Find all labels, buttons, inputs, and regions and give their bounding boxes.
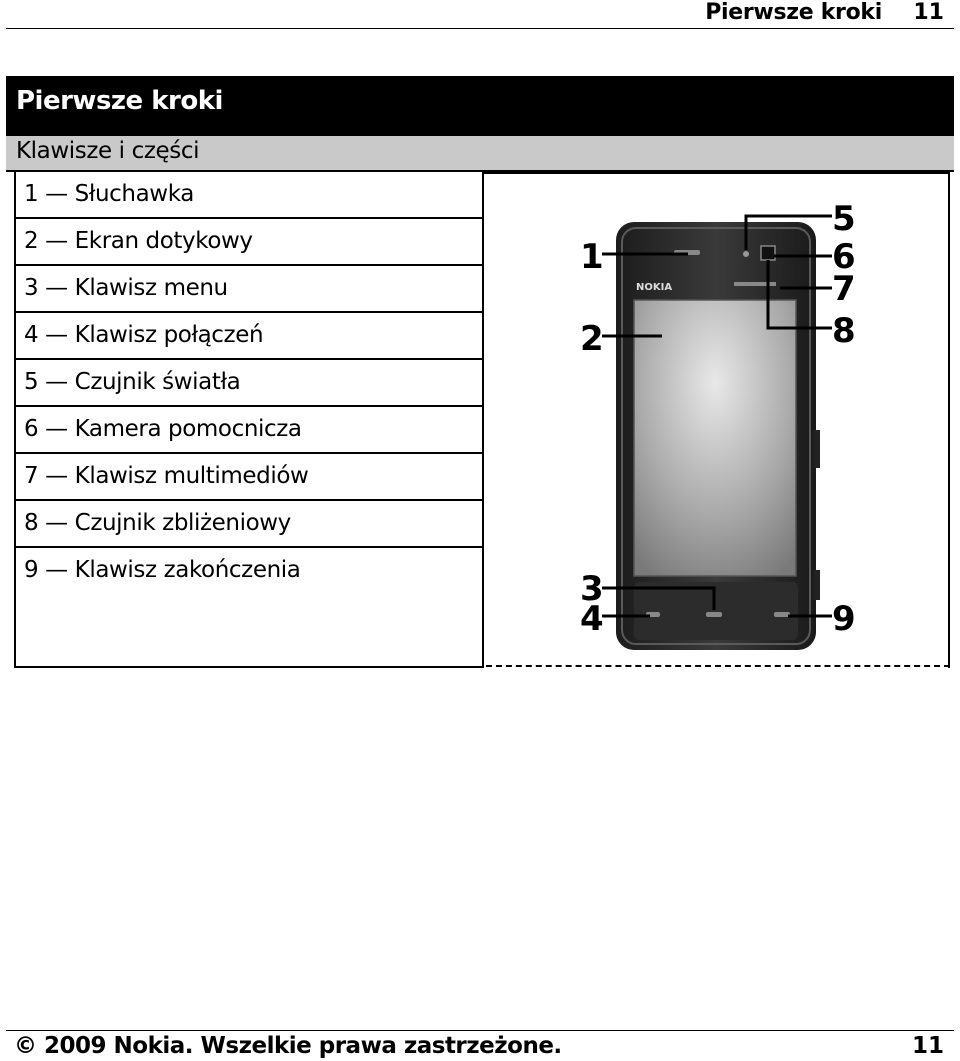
subsection-title: Klawisze i części xyxy=(16,138,200,164)
side-button xyxy=(814,430,820,468)
list-item: 3 — Klawisz menu xyxy=(16,266,482,313)
list-item: 2 — Ekran dotykowy xyxy=(16,219,482,266)
list-item: 5 — Czujnik światła xyxy=(16,360,482,407)
list-item: 1 — Słuchawka xyxy=(16,172,482,219)
footer-page-number: 11 xyxy=(911,1033,944,1059)
list-item: 4 — Klawisz połączeń xyxy=(16,313,482,360)
running-header-title: Pierwsze kroki xyxy=(705,0,882,25)
callout-label: 9 xyxy=(832,599,856,639)
parts-list xyxy=(14,172,484,668)
section-title: Pierwsze kroki xyxy=(16,86,223,116)
page-footer xyxy=(6,1030,954,1061)
running-header xyxy=(6,0,954,29)
brand-logo: NOKIA xyxy=(636,282,673,293)
list-item: 6 — Kamera pomocnicza xyxy=(16,407,482,454)
menu-key xyxy=(706,612,722,617)
key-panel xyxy=(634,582,798,640)
side-button xyxy=(814,570,820,600)
touch-screen xyxy=(634,300,796,576)
device-label xyxy=(734,282,776,286)
callout-label: 8 xyxy=(832,311,856,351)
subsection-title-bar xyxy=(6,136,954,172)
light-sensor xyxy=(743,251,749,257)
callout-label: 4 xyxy=(580,599,604,639)
phone-diagram xyxy=(484,172,950,668)
list-item: 8 — Czujnik zbliżeniowy xyxy=(16,501,482,548)
list-item: 9 — Klawisz zakończenia xyxy=(24,557,301,583)
callout-label: 6 xyxy=(832,237,856,277)
callout-label: 1 xyxy=(580,237,604,277)
callout-label: 2 xyxy=(580,319,604,359)
copyright-text: © 2009 Nokia. Wszelkie prawa zastrzeżone. xyxy=(14,1033,562,1059)
running-header-page-number: 11 xyxy=(913,0,944,25)
section-title-bar xyxy=(6,76,954,136)
end-key xyxy=(774,612,790,617)
camera-lens xyxy=(761,246,775,260)
list-item: 7 — Klawisz multimediów xyxy=(16,454,482,501)
callout-label: 5 xyxy=(832,199,856,239)
callout-label: 3 xyxy=(580,569,604,609)
callout-label: 7 xyxy=(832,269,856,309)
